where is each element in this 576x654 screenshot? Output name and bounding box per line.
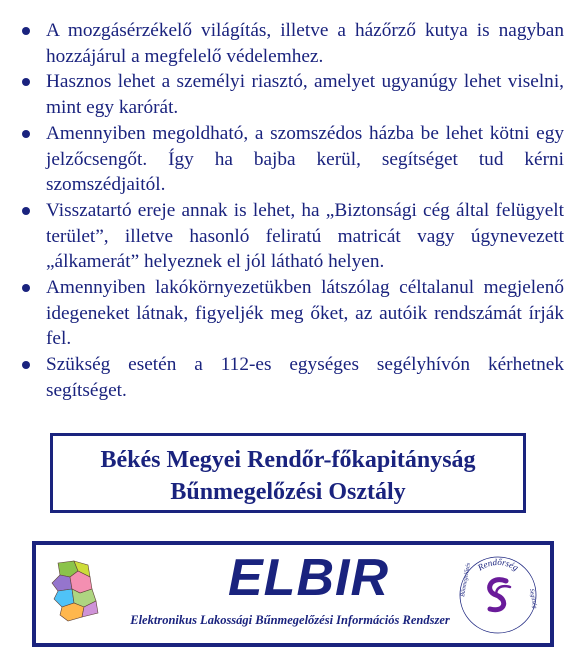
department-name: Békés Megyei Rendőr-főkapitányság <box>100 447 476 473</box>
elbir-subtitle: Elektronikus Lakossági Bűnmegelőzési Információs Rendszer <box>130 613 450 627</box>
bullet-text: Amennyiben lakókörnyezetükben látszólag céltalanul megjelenő idegeneket látnak, figyeljék meg őket, az autóik rendszámát írják fel. <box>46 277 564 350</box>
list-item <box>20 352 564 403</box>
bullet-dot-icon <box>22 284 30 292</box>
list-item <box>20 69 564 120</box>
bullet-dot-icon <box>22 361 30 369</box>
department-box <box>50 433 526 513</box>
list-item <box>20 18 564 69</box>
seal-right-text: Segítség <box>528 588 538 610</box>
list-item <box>20 198 564 275</box>
bullet-text: Amennyiben megoldható, a szomszédos házba be lehet kötni egy jelzőcsengőt. Így ha bajba kerül, segítséget tud kérni szomszédjaitól. <box>46 122 564 196</box>
bullet-text: Visszatartó ereje annak is lehet, ha „Biztonsági cég által felügyelt terület”, illetve hasonló feliratú matricát vagy úgynevezett „álkamerát” helyeznek el jól látható helyen. <box>46 199 564 273</box>
county-map-icon <box>44 559 100 623</box>
bullet-dot-icon <box>22 207 30 215</box>
bullet-text: Hasznos lehet a személyi riasztó, amelyet ugyanúgy lehet viselni, mint egy karórát. <box>46 71 564 119</box>
bullet-text: Szükség esetén a 112-es egységes segélyhívón kérhetnek segítséget. <box>46 354 564 401</box>
bullet-text: A mozgásérzékelő világítás, illetve a házőrző kutya is nagyban hozzájárul a megfelelő védelemhez. <box>46 20 564 67</box>
department-unit: Bűnmegelőzési Osztály <box>170 479 406 505</box>
seal-left-text: Bűnmegelőzés <box>460 562 472 598</box>
elbir-banner <box>32 541 554 647</box>
list-item <box>20 121 564 198</box>
bullet-dot-icon <box>22 78 30 86</box>
seal-top-text: Rendőrség <box>475 556 521 573</box>
bullet-dot-icon <box>22 130 30 138</box>
list-item <box>20 275 564 352</box>
bullet-list <box>20 18 564 404</box>
bullet-dot-icon <box>22 27 30 35</box>
police-seal-icon <box>454 547 542 639</box>
elbir-logo: ELBIR <box>228 549 389 607</box>
